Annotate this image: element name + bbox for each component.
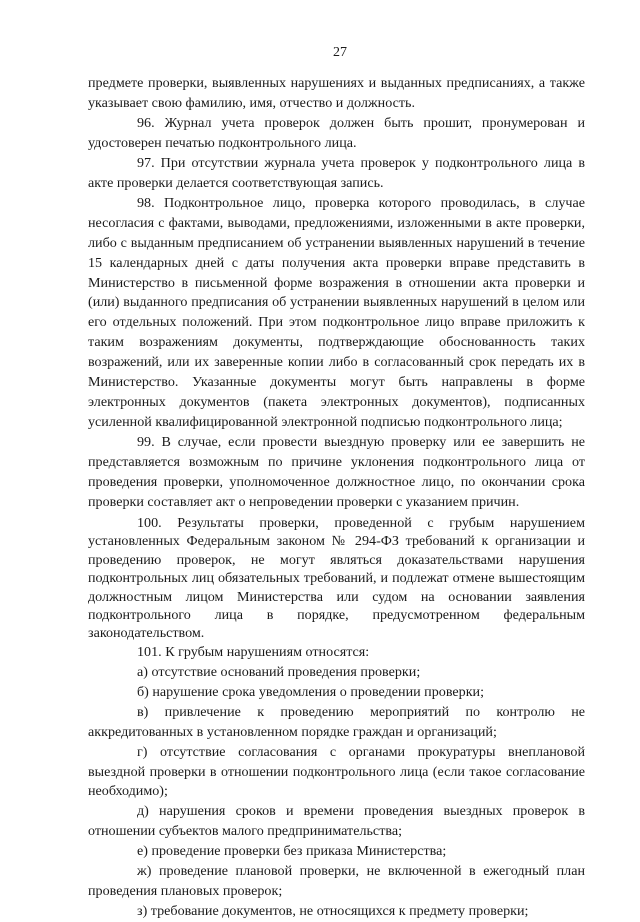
list-item-b: б) нарушение срока уведомления о проведении проверки;: [137, 683, 485, 700]
paragraph-99: 99. В случае, если провести выездную проверку или ее завершить не представляется возможным по причине уклонения подконтрольного лица от проведения проверки, уполномоченное должностное лицо, по окончании срока проверки составляет акт о непроведении проверки с указанием причин.: [88, 434, 585, 511]
list-item-v: в) привлечение к проведению мероприятий по контролю не аккредитованных в установленном порядке граждан и организаций;: [88, 703, 585, 740]
list-item-a: а) отсутствие оснований проведения проверки;: [137, 663, 421, 680]
paragraph-101: 101. К грубым нарушениям относятся:: [137, 643, 370, 660]
list-item-zh: ж) проведение плановой проверки, не включенной в ежегодный план проведения плановых проверок;: [88, 863, 585, 900]
list-item-z: з) требование документов, не относящихся к предмету проверки;: [137, 903, 529, 920]
paragraph-96: 96. Журнал учета проверок должен быть прошит, пронумерован и удостоверен печатью подконтрольного лица.: [88, 114, 585, 151]
list-item-e: е) проведение проверки без приказа Министерства;: [137, 843, 447, 860]
list-item-d: д) нарушения сроков и времени проведения выездных проверок в отношении субъектов малого предпринимательства;: [88, 803, 585, 840]
paragraph-98: 98. Подконтрольное лицо, проверка которого проводилась, в случае несогласия с фактами, выводами, предложениями, изложенными в акте проверки, либо с выданным предписанием об устранении выявленных нарушений в течение 15 календарных дней с даты получения акта проверки вправе представить в Министерство в письменной форме возражения в отношении акта проверки и (или) выданного предписания об устранении выявленных нарушений в целом или его отдельных положений. При этом подконтрольное лицо вправе приложить к таким возражениям документы, подтверждающие обоснованность таких возражений, или их заверенные копии либо в согласованный срок передать их в Министерство. Указанные документы могут быть направлены в форме электронных документов (пакета электронных документов), подписанных усиленной квалифицированной электронной подписью подконтрольного лица;: [88, 194, 585, 431]
document-body: [88, 74, 585, 922]
page-number: 27: [333, 45, 347, 60]
paragraph-100: 100. Результаты проверки, проведенной с грубым нарушением установленных Федеральным законом № 294-ФЗ требований к организации и проведению проверок, не могут являться доказательствами нарушения подконтрольных лиц обязательных требований, и подлежат отмене вышестоящим должностным лицом Министерства или судом на основании заявления подконтрольного лица в порядке, предусмотренном федеральным законодательством.: [88, 514, 585, 642]
paragraph-97: 97. При отсутствии журнала учета проверок у подконтрольного лица в акте проверки делается соответствующая запись.: [88, 154, 585, 191]
list-item-g: г) отсутствие согласования с органами прокуратуры внеплановой выездной проверки в отношении подконтрольного лица (если такое согласование необходимо);: [88, 743, 585, 800]
paragraph-continuation: предмете проверки, выявленных нарушениях и выданных предписаниях, а также указывает свою фамилию, имя, отчество и должность.: [88, 75, 585, 111]
